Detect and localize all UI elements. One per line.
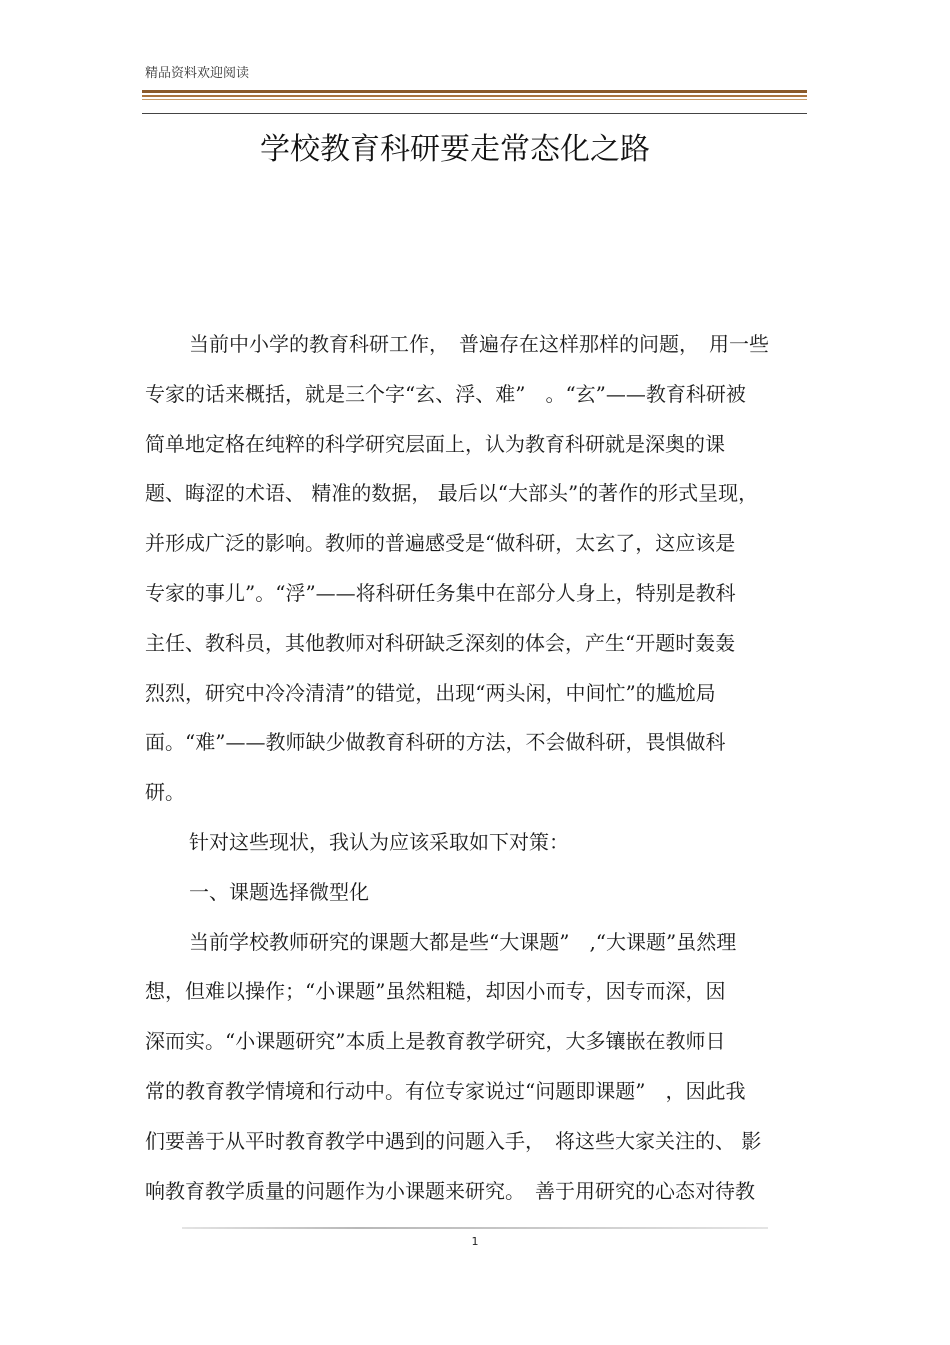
text-line: 常的教育教学情境和行动中。有位专家说过“问题即课题” ，因此我 [145,1078,746,1103]
text-line: 并形成广泛的影响。教师的普遍感受是“做科研，太玄了，这应该是 [145,531,736,556]
text-line: 简单地定格在纯粹的科学研究层面上，认为教育科研就是深奥的课 [145,431,725,456]
text-line: 专家的事儿”。“浮”——将科研任务集中在部分人身上，特别是教科 [145,580,736,605]
document-title: 学校教育科研要走常态化之路 [260,132,650,167]
header-text: 精品资料欢迎阅读 [145,66,250,81]
text-line: 深而实。“小课题研究”本质上是教育教学研究，大多镶嵌在教师日 [145,1029,726,1054]
text-line: 面。“难”——教师缺少做教育科研的方法，不会做科研，畏惧做科 [145,730,726,755]
text-line: 当前中小学的教育科研工作， 普遍存在这样那样的问题， 用一些 [189,332,769,356]
text-line: 们要善于从平时教育教学中遇到的问题入手， 将这些大家关注的、 影 [145,1128,762,1153]
text-line: 主任、教科员，其他教师对科研缺乏深刻的体会，产生“开题时轰轰 [145,630,736,655]
text-line: 烈烈，研究中冷冷清清”的错觉，出现“两头闲，中间忙”的尴尬局 [145,680,716,705]
header-rule-mid [142,95,807,97]
text-line: 研。 [145,780,185,805]
text-line: 当前学校教师研究的课题大都是些“大课题” ,“大课题”虽然理 [189,929,737,954]
text-line: 专家的话来概括，就是三个字“玄、浮、难” 。“玄”——教育科研被 [145,381,746,406]
header-rule-dark [142,90,807,93]
header-rule-thin [142,113,807,114]
text-line: 题、晦涩的术语、 精准的数据， 最后以“大部头”的著作的形式呈现， [145,481,759,506]
text-line: 针对这些现状，我认为应该采取如下对策： [189,829,569,854]
document-body [145,320,810,1216]
header-rule-light [142,99,807,100]
footer-rule [182,1227,768,1229]
text-line: 想，但难以操作；“小课题”虽然粗糙，却因小而专，因专而深，因 [145,979,726,1004]
page-number: 1 [471,1235,479,1248]
text-line: 一、课题选择微型化 [189,879,369,904]
text-line: 响教育教学质量的问题作为小课题来研究。 善于用研究的心态对待教 [145,1178,755,1203]
